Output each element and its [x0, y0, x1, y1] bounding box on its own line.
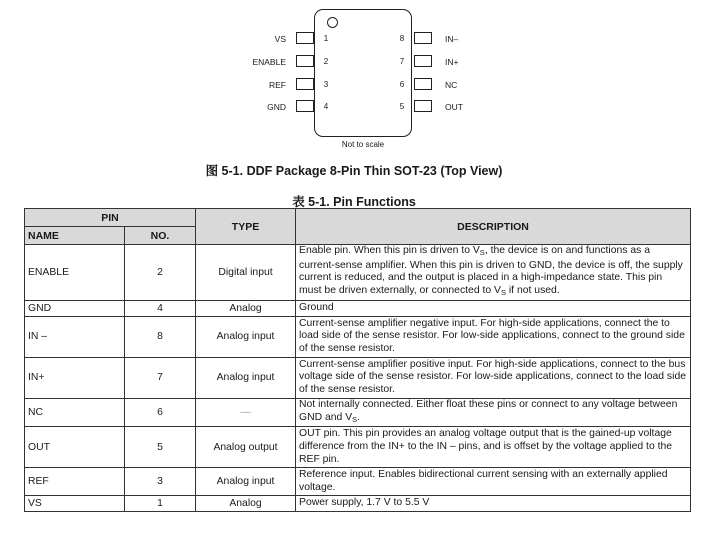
pin-number-cell: 7	[125, 357, 196, 398]
pin-description-cell	[296, 316, 691, 357]
pin-name-cell: GND	[25, 300, 125, 316]
pin-label: IN–	[445, 34, 459, 44]
pin-lead-8	[414, 32, 432, 44]
pin-description-cell	[296, 427, 691, 468]
table-row	[25, 496, 691, 512]
pin-number: 6	[399, 80, 405, 89]
pin-lead-4	[296, 100, 314, 112]
pin-name-cell: REF	[25, 468, 125, 496]
pin-type-cell: Analog input	[196, 468, 296, 496]
description-text: if not used.	[505, 285, 560, 297]
pin-number-cell: 3	[125, 468, 196, 496]
table-row	[25, 468, 691, 496]
header-name: NAME	[25, 227, 125, 245]
pin-name-cell: OUT	[25, 427, 125, 468]
pin-description-cell	[296, 300, 691, 316]
pin-name-cell: IN –	[25, 316, 125, 357]
description-text: Current-sense amplifier positive input. For high-side applications, connect to the bus voltage side of the sense resistor. For low-side applications, connect to the load side of the sense resistor.	[299, 358, 686, 396]
header-no: NO.	[125, 227, 196, 245]
table-row	[25, 300, 691, 316]
package-body	[314, 9, 412, 137]
pin-lead-1	[296, 32, 314, 44]
pin-number: 2	[323, 57, 329, 66]
header-type: TYPE	[196, 209, 296, 245]
description-text: .	[357, 411, 361, 423]
table-body	[25, 245, 691, 512]
pin-number-cell: 8	[125, 316, 196, 357]
table-caption: 表 5-1. Pin Functions	[292, 195, 416, 209]
pin-type-cell: Digital input	[196, 245, 296, 301]
pin-label: VS	[274, 34, 286, 44]
figure-caption: 图 5-1. DDF Package 8-Pin Thin SOT-23 (Top View)	[205, 164, 503, 178]
pin-lead-5	[414, 100, 432, 112]
pin-number: 5	[399, 102, 405, 111]
header-description: DESCRIPTION	[296, 209, 691, 245]
pin-number: 1	[323, 34, 329, 43]
pin-lead-6	[414, 78, 432, 90]
pin-name-cell: ENABLE	[25, 245, 125, 301]
pin-type-cell: Analog input	[196, 316, 296, 357]
pin-description-cell	[296, 357, 691, 398]
description-text: Reference input. Enables bidirectional current sensing with an externally applied voltage.	[299, 469, 668, 493]
package-diagram	[0, 0, 708, 155]
pin-type-cell: Analog	[196, 496, 296, 512]
pin-description-cell	[296, 245, 691, 301]
pin-lead-7	[414, 55, 432, 67]
pin-number: 3	[323, 80, 329, 89]
pin-lead-2	[296, 55, 314, 67]
pin-name-cell: IN+	[25, 357, 125, 398]
description-text: Not internally connected. Either float these pins or connect to any voltage between GND and V	[299, 398, 678, 423]
description-text: Current-sense amplifier negative input. For high-side applications, connect the to load side of the sense resistor. For low-side applications, connect to the ground side of the sense resistor.	[299, 317, 685, 355]
pin-label: IN+	[445, 57, 459, 67]
pin-description-cell	[296, 398, 691, 426]
pin-label: NC	[445, 80, 458, 90]
pin-functions-table	[24, 208, 691, 512]
description-text: Ground	[299, 301, 334, 313]
description-text: OUT pin. This pin provides an analog voltage output that is the gained-up voltage difference from the IN+ to the IN – pins, and is offset by the voltage applied to the REF pin.	[299, 428, 673, 465]
description-text: , the device is on and functions as a current-sense amplifier. When this pin is driven to GND, the device is off, the supply current is reduced, and the output is placed in a high-impedance state. This pin must be driven externally, or connected to V	[299, 245, 683, 297]
pin-lead-3	[296, 78, 314, 90]
pin-number: 7	[399, 57, 405, 66]
pin-label: OUT	[445, 102, 463, 112]
table-row	[25, 398, 691, 426]
pin-label: ENABLE	[252, 57, 286, 67]
table-row	[25, 427, 691, 468]
table-row	[25, 357, 691, 398]
pin-number-cell: 6	[125, 398, 196, 426]
table-row	[25, 316, 691, 357]
pin-label: GND	[267, 102, 286, 112]
subscript-text: S	[500, 288, 506, 298]
description-text: Power supply, 1.7 V to 5.5 V	[299, 497, 430, 509]
pin-name-cell: VS	[25, 496, 125, 512]
description-text: Enable pin. When this pin is driven to V	[299, 245, 480, 256]
subscript-text: S	[479, 248, 485, 257]
header-pin: PIN	[25, 209, 196, 227]
pin-type-cell: Analog	[196, 300, 296, 316]
not-to-scale-note: Not to scale	[341, 140, 385, 149]
pin-type-cell: Analog input	[196, 357, 296, 398]
pin-description-cell	[296, 468, 691, 496]
pin-number-cell: 2	[125, 245, 196, 301]
table-row	[25, 245, 691, 301]
pin1-indicator-icon	[327, 17, 338, 28]
pin-number-cell: 1	[125, 496, 196, 512]
pin-number: 4	[323, 102, 329, 111]
pin-number-cell: 5	[125, 427, 196, 468]
pin-number-cell: 4	[125, 300, 196, 316]
pin-type-cell: —	[196, 398, 296, 426]
pin-type-cell: Analog output	[196, 427, 296, 468]
pin-label: REF	[269, 80, 286, 90]
pin-name-cell: NC	[25, 398, 125, 426]
pin-description-cell	[296, 496, 691, 512]
subscript-text: S	[352, 414, 358, 424]
pin-number: 8	[399, 34, 405, 43]
